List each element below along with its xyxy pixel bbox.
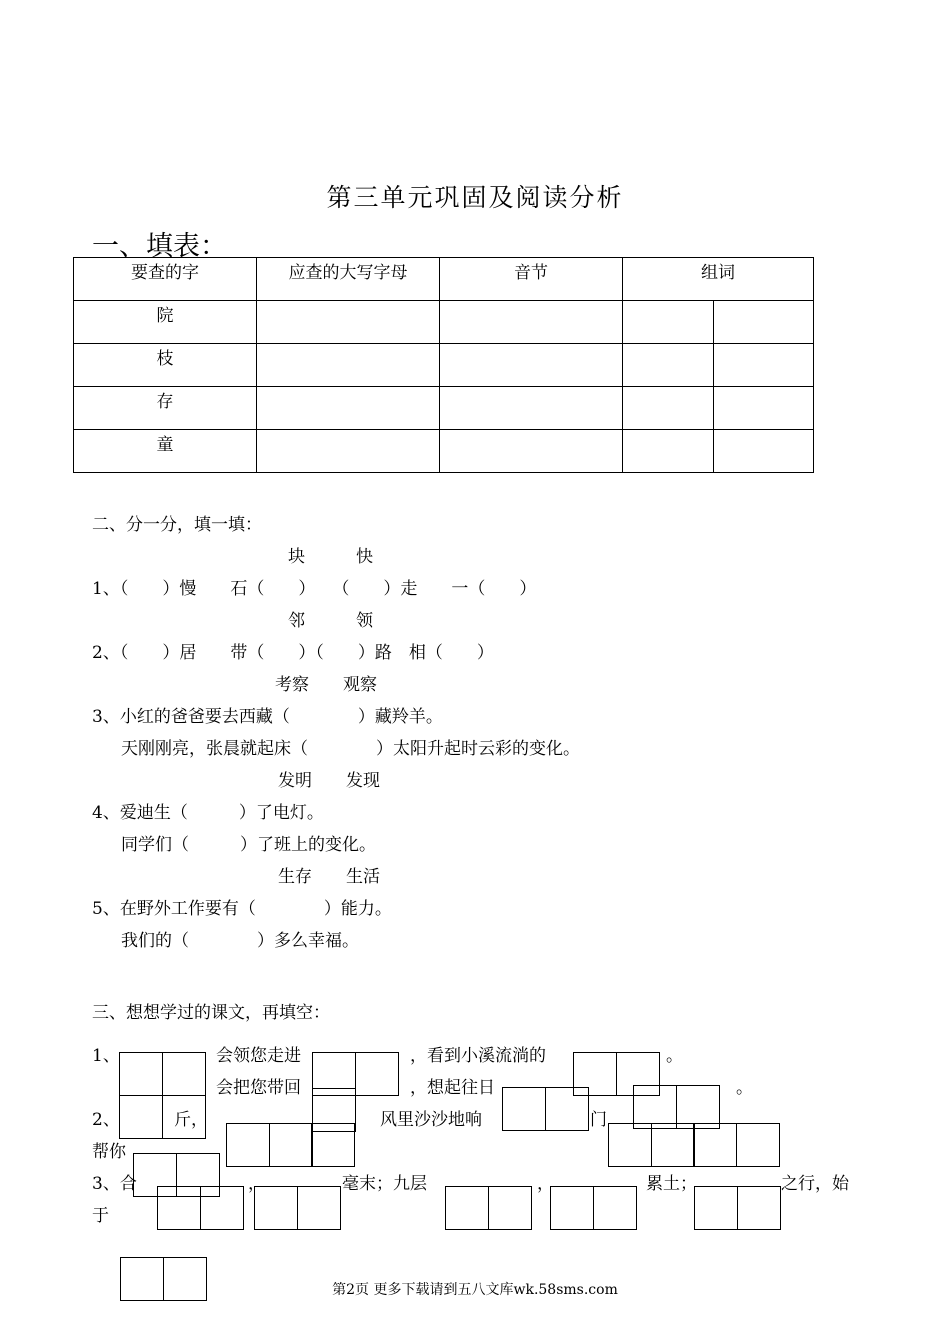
writing-box[interactable] (608, 1123, 778, 1167)
blank-cell[interactable] (623, 301, 714, 344)
section1-heading: 一、填表： (92, 231, 227, 262)
fill-text: ，看到小溪流淌的 (410, 1046, 546, 1066)
fill-text: 帮你 (92, 1142, 126, 1162)
header-cell: 应查的大写字母 (257, 258, 440, 301)
fill-text: 之行，始 (781, 1174, 849, 1194)
blank-cell[interactable] (440, 387, 623, 430)
table-row (74, 344, 814, 387)
table-row (74, 430, 814, 473)
writing-box[interactable] (119, 1052, 204, 1096)
blank-cell[interactable] (714, 344, 814, 387)
writing-box[interactable] (157, 1186, 242, 1230)
word-choices: 块 快 (288, 547, 373, 567)
char-cell: 童 (74, 430, 257, 473)
word-choices: 生存 生活 (278, 867, 380, 887)
exercise-line: 2、（ ）居 带（ ）（ ）路 相（ ） (92, 643, 494, 663)
fill-table (73, 257, 814, 473)
line-number: 2、 (92, 1110, 120, 1130)
line-number: 3、合 (92, 1174, 137, 1194)
fill-text: ， (248, 1174, 265, 1194)
table-header-row (74, 258, 814, 301)
blank-cell[interactable] (440, 301, 623, 344)
header-cell: 音节 (440, 258, 623, 301)
char-cell: 枝 (74, 344, 257, 387)
header-cell: 要查的字 (74, 258, 257, 301)
blank-cell[interactable] (714, 387, 814, 430)
fill-text: ，想起往日 (410, 1078, 495, 1098)
table-row (74, 301, 814, 344)
fill-text: 累土； (646, 1174, 697, 1194)
section3-heading: 三、想想学过的课文，再填空： (92, 1003, 330, 1023)
word-choices: 发明 发现 (278, 771, 380, 791)
fill-text: 会领您走进 (216, 1046, 301, 1066)
header-cell: 组词 (623, 258, 814, 301)
fill-text: 风里沙沙地响 (380, 1110, 482, 1130)
blank-cell[interactable] (257, 387, 440, 430)
writing-box[interactable] (445, 1186, 530, 1230)
fill-text: ， (537, 1174, 554, 1194)
fill-text: 毫末；九层 (342, 1174, 427, 1194)
fill-text: 于 (92, 1206, 109, 1226)
exercise-line: 天刚刚亮，张晨就起床（ ）太阳升起时云彩的变化。 (121, 739, 580, 759)
fill-text: 会把您带回 (216, 1078, 301, 1098)
blank-cell[interactable] (714, 430, 814, 473)
page-title: 第三单元巩固及阅读分析 (326, 183, 624, 212)
line-number: 1、 (92, 1046, 120, 1066)
writing-box[interactable] (694, 1186, 779, 1230)
blank-cell[interactable] (623, 387, 714, 430)
word-choices: 邻 领 (288, 611, 373, 631)
exercise-line: 5、在野外工作要有（ ）能力。 (92, 899, 392, 919)
section2-heading: 二、分一分，填一填： (92, 515, 262, 535)
fill-text: 。 (666, 1046, 683, 1066)
blank-cell[interactable] (714, 301, 814, 344)
exercise-line: 3、小红的爸爸要去西藏（ ）藏羚羊。 (92, 707, 443, 727)
blank-cell[interactable] (623, 344, 714, 387)
exercise-line: 1、（ ）慢 石（ ） （ ）走 一（ ） (92, 579, 537, 599)
char-cell: 存 (74, 387, 257, 430)
char-cell: 院 (74, 301, 257, 344)
fill-text: 门 (590, 1110, 607, 1130)
exercise-line: 同学们（ ）了班上的变化。 (121, 835, 376, 855)
blank-cell[interactable] (257, 430, 440, 473)
writing-box[interactable] (502, 1087, 587, 1131)
fill-text: 斤， (174, 1110, 208, 1130)
blank-cell[interactable] (623, 430, 714, 473)
table-row (74, 387, 814, 430)
exercise-line: 4、爱迪生（ ）了电灯。 (92, 803, 324, 823)
blank-cell[interactable] (257, 301, 440, 344)
fill-text: 。 (736, 1078, 753, 1098)
blank-cell[interactable] (440, 344, 623, 387)
blank-cell[interactable] (440, 430, 623, 473)
writing-box[interactable] (254, 1186, 339, 1230)
word-choices: 考察 观察 (275, 675, 377, 695)
writing-box[interactable] (119, 1095, 204, 1139)
writing-box[interactable] (550, 1186, 635, 1230)
exercise-line: 我们的（ ）多么幸福。 (121, 931, 359, 951)
blank-cell[interactable] (257, 344, 440, 387)
page-footer: 第2页 更多下载请到五八文库wk.58sms.com (332, 1282, 618, 1298)
writing-box[interactable] (226, 1123, 354, 1167)
